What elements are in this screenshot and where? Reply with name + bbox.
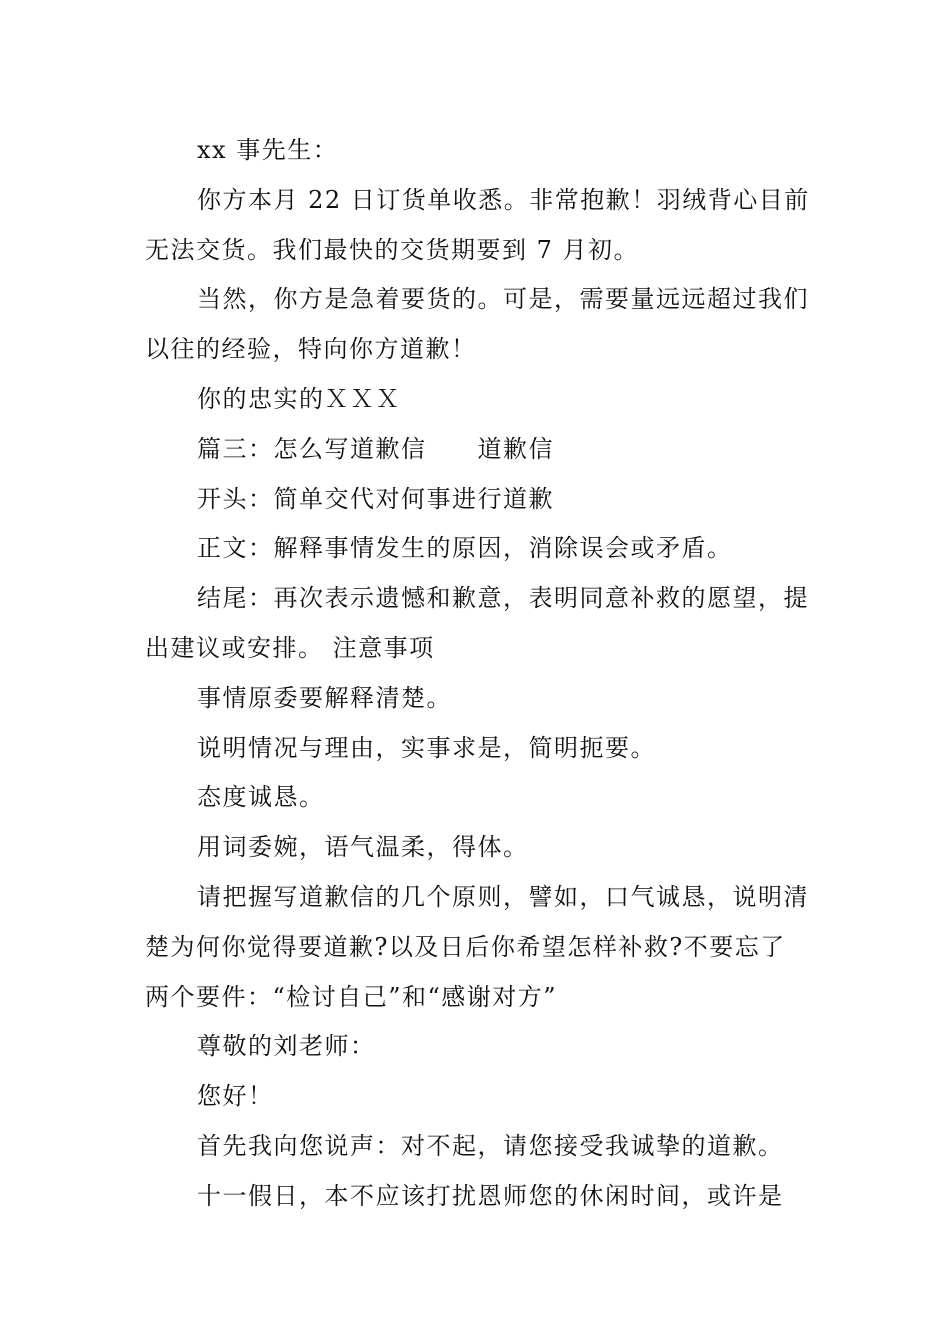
body-paragraph: 开头：简单交代对何事进行道歉 — [197, 484, 554, 513]
body-paragraph: 事情原委要解释清楚。 — [197, 683, 452, 712]
body-paragraph: 结尾：再次表示遗憾和歉意，表明同意补救的愿望，提出建议或安排。 注意事项 — [145, 584, 809, 662]
salutation: xx 事先生： — [197, 136, 339, 164]
signature: 你的忠实的ＸＸＸ — [197, 384, 401, 413]
body-paragraph: 十一假日，本不应该打扰恩师您的休闲时间，或许是 — [197, 1181, 784, 1210]
body-paragraph: 说明情况与理由，实事求是，简明扼要。 — [197, 733, 656, 762]
greeting: 您好！ — [197, 1082, 274, 1111]
body-paragraph: 你方本月 22 日订货单收悉。非常抱歉！羽绒背心目前无法交货。我们最快的交货期要到 7 月初。 — [145, 185, 810, 264]
body-paragraph: 态度诚恳。 — [197, 783, 325, 812]
body-paragraph: 用词委婉，语气温柔，得体。 — [197, 833, 529, 862]
body-paragraph: 正文：解释事情发生的原因，消除误会或矛盾。 — [197, 534, 733, 563]
body-paragraph: 首先我向您说声：对不起，请您接受我诚挚的道歉。 — [197, 1131, 784, 1160]
salutation: 尊敬的刘老师： — [197, 1032, 376, 1061]
body-paragraph: 请把握写道歉信的几个原则，譬如，口气诚恳，说明清楚为何你觉得要道歉?以及日后你希望怎样补救?不要忘了两个要件：“检讨自己”和“感谢对方” — [145, 882, 809, 1011]
document-body — [145, 126, 810, 1222]
section-heading: 篇三：怎么写道歉信 道歉信 — [197, 434, 554, 463]
body-paragraph: 当然，你方是急着要货的。可是，需要量远远超过我们以往的经验，特向你方道歉！ — [145, 285, 809, 364]
